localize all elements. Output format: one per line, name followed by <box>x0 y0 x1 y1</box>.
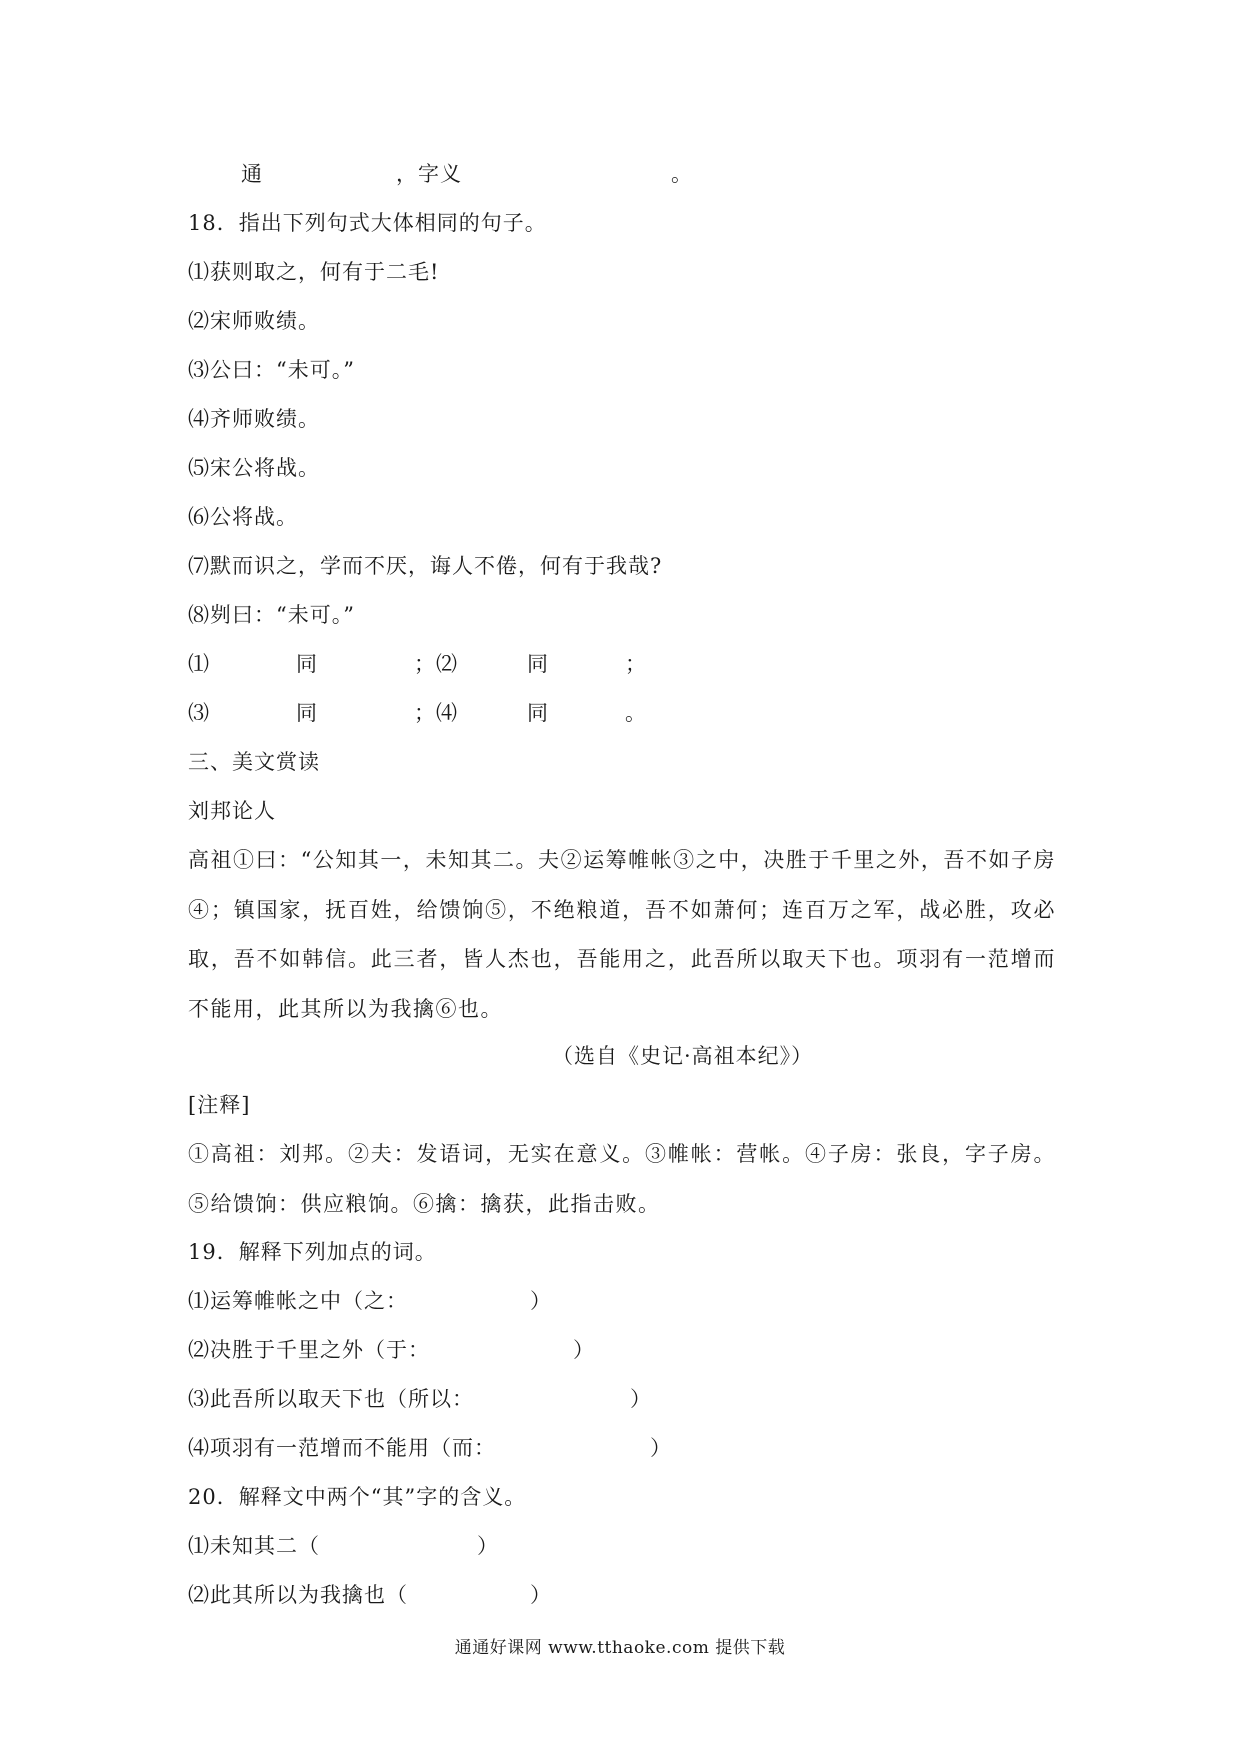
page-footer: 通通好课网 www.tthaoke.com 提供下载 <box>454 1638 786 1658</box>
q20-item-1-text: ⑴未知其二（ <box>188 1534 320 1558</box>
q18-sentence-6: ⑹公将战。 <box>188 505 298 529</box>
q18-ans1-sep: ；⑵ <box>414 652 458 676</box>
q18-sentence-5: ⑸宋公将战。 <box>188 456 320 480</box>
q17-end: 。 <box>671 162 693 186</box>
q18-title: 18．指出下列句式大体相同的句子。 <box>188 211 547 235</box>
q19-item-4-text: ⑷项羽有一范增而不能用（而： <box>188 1436 496 1460</box>
q18-ans2-same: 同 <box>296 701 318 725</box>
passage-source: （选自《史记·高祖本纪》） <box>552 1044 814 1068</box>
q18-sentence-1: ⑴获则取之，何有于二毛! <box>188 260 440 284</box>
notes-text: ①高祖：刘邦。②夫：发语词，无实在意义。③帷帐：营帐。④子房：张良，字子房。⑤给馈饷：供应粮饷。⑥擒：擒获，此指击败。 <box>188 1142 1056 1216</box>
passage-title: 刘邦论人 <box>188 799 276 823</box>
q18-sentence-7: ⑺默而识之，学而不厌，诲人不倦，何有于我哉? <box>188 554 663 578</box>
q18-ans2-end: 。 <box>625 701 647 725</box>
q18-ans2-same-b: 同 <box>527 701 549 725</box>
q18-ans1-same-b: 同 <box>527 652 549 676</box>
section3-heading: 三、美文赏读 <box>188 750 320 774</box>
q18-sentence-4: ⑷齐师败绩。 <box>188 407 320 431</box>
q19-item-2-text: ⑵决胜于千里之外（于： <box>188 1338 430 1362</box>
q18-ans1-label: ⑴ <box>188 652 210 676</box>
q17-ziyi: ，字义 <box>396 162 462 186</box>
q19-item-3-text: ⑶此吾所以取天下也（所以： <box>188 1387 474 1411</box>
q20-title: 20．解释文中两个“其”字的含义。 <box>188 1485 527 1509</box>
q20-item-2-text: ⑵此其所以为我擒也（ <box>188 1583 408 1607</box>
q19-item-1-close: ） <box>530 1289 552 1313</box>
q19-item-4-close: ） <box>650 1436 672 1460</box>
q18-ans2-sep: ；⑷ <box>414 701 458 725</box>
q18-sentence-2: ⑵宋师败绩。 <box>188 309 320 333</box>
q18-sentence-8: ⑻刿曰：“未可。” <box>188 603 355 627</box>
passage-text: 高祖①曰：“公知其一，未知其二。夫②运筹帷帐③之中，决胜于千里之外，吾不如子房④；镇国家，抚百姓，给馈饷⑤，不绝粮道，吾不如萧何；连百万之军，战必胜，攻必取，吾不如韩信。此三者，皆人杰也，吾能用之，此吾所以取天下也。项羽有一范增而不能用，此其所以为我擒⑥也。 <box>188 848 1056 1021</box>
q19-title: 19．解释下列加点的词。 <box>188 1240 437 1264</box>
q19-item-1-text: ⑴运筹帷帐之中（之： <box>188 1289 408 1313</box>
q18-ans1-end: ； <box>625 652 647 676</box>
notes-heading: [注释] <box>188 1093 251 1117</box>
q19-item-3-close: ） <box>630 1387 652 1411</box>
q20-item-2-close: ） <box>530 1583 552 1607</box>
q18-ans2-label: ⑶ <box>188 701 210 725</box>
q20-item-1-close: ） <box>477 1534 499 1558</box>
q17-tong: 通 <box>241 162 263 186</box>
q18-ans1-same: 同 <box>296 652 318 676</box>
q18-sentence-3: ⑶公曰：“未可。” <box>188 358 355 382</box>
q19-item-2-close: ） <box>573 1338 595 1362</box>
